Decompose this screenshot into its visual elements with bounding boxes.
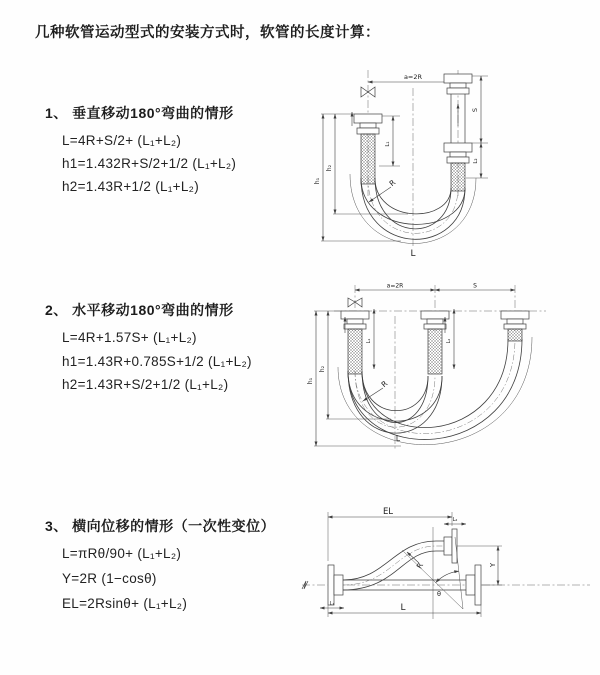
formula-length: L=4R+1.57S+ (L₁+L₂) <box>62 330 197 345</box>
length-label: L <box>395 434 401 443</box>
centerlines <box>368 70 458 248</box>
braided-hose-section <box>348 329 362 374</box>
dimension-h1-label: h₁ <box>314 177 321 185</box>
formula-h2: h2=1.43R+1/2 (L₁+L₂) <box>62 179 200 194</box>
moving-end-fitting-initial <box>421 311 449 374</box>
dimension-a2r-label: a=2R <box>403 73 423 81</box>
formula-length: L=4R+S/2+ (L₁+L₂) <box>62 133 182 148</box>
dimension-h1-label: h₁ <box>307 377 314 385</box>
dimension-l2-label: L₂ <box>446 338 452 344</box>
dimension-h2-label: h₂ <box>319 365 326 373</box>
formula-h1: h1=1.432R+S/2+1/2 (L₁+L₂) <box>62 156 237 171</box>
radius-label: R <box>387 177 398 189</box>
length-label: L <box>410 249 416 259</box>
dimension-s-label: S <box>471 107 479 113</box>
radius-label: R <box>379 378 390 390</box>
diagram-vertical-180-bend <box>313 66 588 261</box>
dimension-a2r <box>355 283 435 291</box>
dimension-l1 <box>320 601 344 608</box>
formula-h2: h2=1.43R+S/2+1/2 (L₁+L₂) <box>62 377 229 392</box>
dimension-l <box>328 603 481 617</box>
braided-hose-section <box>361 134 375 184</box>
formula-length: L=πRθ/90+ (L₁+L₂) <box>62 546 182 561</box>
dimension-y-label: Y <box>489 562 497 568</box>
section-2-heading: 2、 水平移动180°弯曲的情形 <box>45 302 234 318</box>
section-3-heading: 3、 横向位移的情形（一次性变位） <box>45 518 276 534</box>
formula-y: Y=2R (1−cosθ) <box>62 571 157 586</box>
page-title: 几种软管运动型式的安装方式时，软管的长度计算： <box>35 25 380 41</box>
fixed-end-fitting <box>341 311 369 374</box>
dimension-l2-label: L₂ <box>473 158 479 164</box>
diagram-horizontal-180-bend <box>306 281 598 461</box>
dimension-el <box>328 507 452 561</box>
left-flange <box>328 565 343 605</box>
dimension-l1-label: L₁ <box>385 141 391 147</box>
dimension-l2-label: L₂ <box>452 517 458 523</box>
dimension-l1-label: L₁ <box>329 601 335 607</box>
dimension-l1-label: L₁ <box>366 338 372 344</box>
diagram-lateral-displacement <box>298 501 598 646</box>
dimension-s-label: S <box>473 282 477 290</box>
dimension-l1 <box>379 116 400 166</box>
formula-h1: h1=1.43R+0.785S+1/2 (L₁+L₂) <box>62 353 252 369</box>
dimension-l-label: L <box>400 603 406 613</box>
braided-hose-section <box>428 329 442 374</box>
dimension-h2-label: h₂ <box>326 164 333 172</box>
radius-label: R <box>414 561 426 571</box>
radius-leader <box>363 379 389 401</box>
dimension-s <box>435 283 515 291</box>
fixed-end-fitting <box>352 112 382 184</box>
hose-displaced-position <box>343 529 457 590</box>
braided-hose-section <box>451 163 465 191</box>
section-horizontal-movement <box>45 300 252 401</box>
dimension-el-label: EL <box>382 507 394 517</box>
formula-el: EL=2Rsinθ+ (L₁+L₂) <box>62 596 188 611</box>
section-vertical-movement <box>45 103 236 202</box>
dimension-l2 <box>444 517 466 524</box>
angle-theta-label: θ <box>437 590 441 598</box>
moving-end-fitting-displaced <box>501 311 529 341</box>
section-lateral-displacement <box>45 516 275 621</box>
braided-hose-section <box>508 329 522 341</box>
section-1-heading: 1、 垂直移动180°弯曲的情形 <box>45 105 234 121</box>
dimension-a2r-label: a=2R <box>386 282 404 290</box>
